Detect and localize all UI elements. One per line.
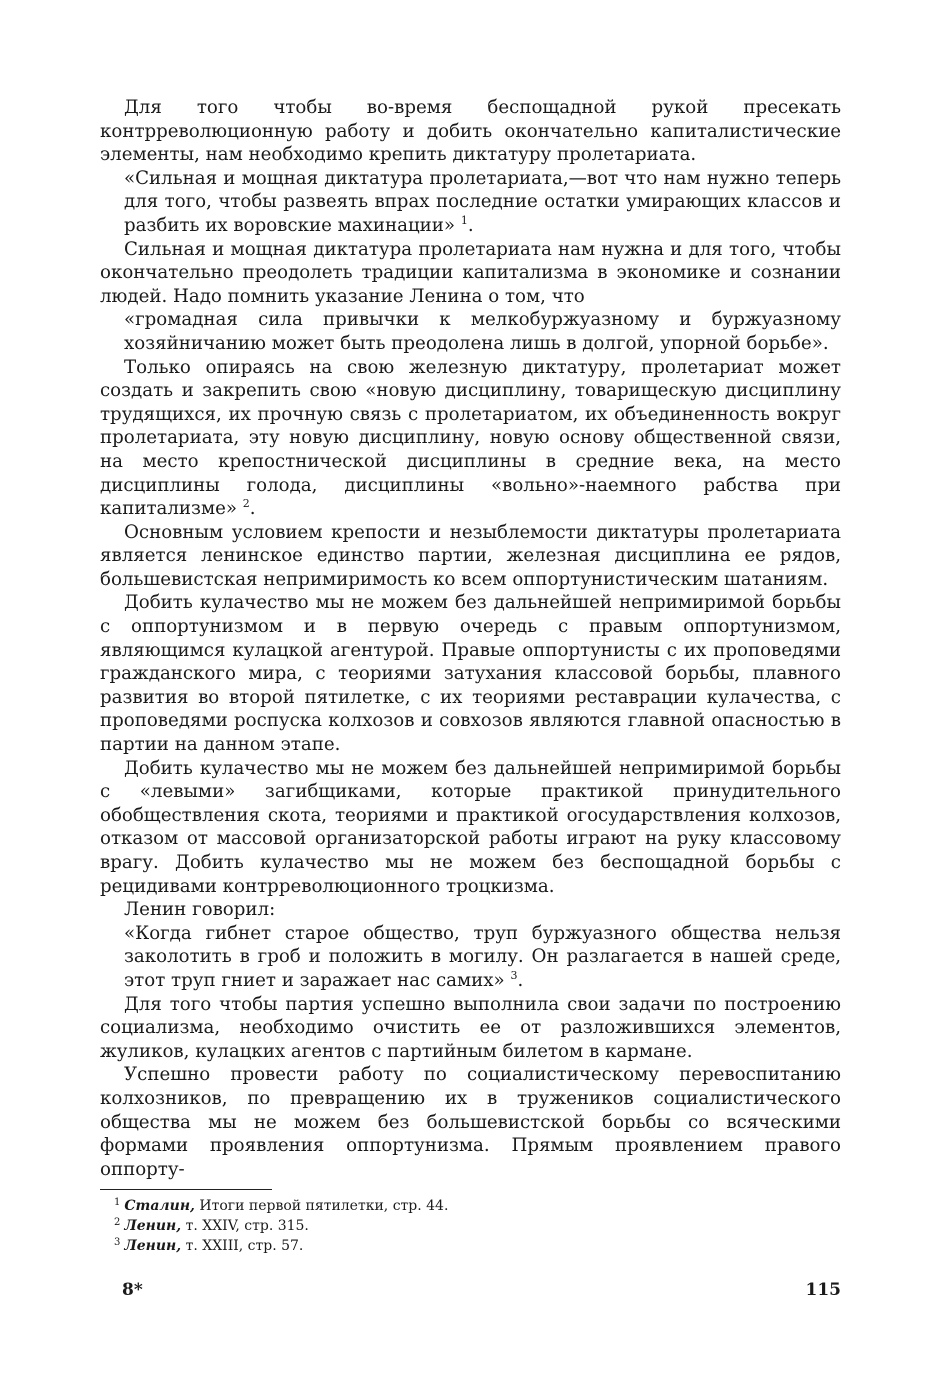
paragraph-text: «Сильная и мощная диктатура пролетариата,—вот что нам нужно теперь для того, чтобы развеять впрах последние остатки умирающих классов и разбить их воровские махинации»	[124, 167, 841, 236]
page-number: 115	[805, 1280, 841, 1300]
quotation	[124, 308, 841, 355]
footnote-number: 1	[114, 1196, 121, 1208]
footnote-source: т. XXIV, стр. 315.	[185, 1218, 309, 1235]
paragraph	[100, 1063, 841, 1181]
paragraph	[100, 757, 841, 899]
footnotes	[100, 1196, 841, 1256]
main-text	[100, 96, 841, 1181]
paragraph-text: «громадная сила привычки к мелкобуржуазному и буржуазному хозяйничанию может быть преодолена лишь в долгой, упорной борьбе».	[124, 309, 841, 354]
paragraph-text: Основным условием крепости и незыблемости диктатуры пролетариата является ленинское единство партии, железная дисциплина ее рядов, большевистская непримиримость ко всем оппортунистическим шатаниям.	[100, 521, 841, 590]
paragraph: Только опираясь на свою железную диктатуру, пролетариат может создать и закрепить свою «новую дисциплину, товарищескую дисциплину трудящихся, их прочную связь с пролетариатом, их объединенность вокруг пролетариата, эту новую дисциплину, новую основу общественной связи, на место крепостнической дисциплины в средние века, на место дисциплины голода, дисциплины «вольно»-наемного рабства при капитализме» $^2$.	[100, 356, 841, 520]
footnote	[114, 1196, 841, 1216]
signature-mark: 8*	[122, 1280, 143, 1300]
paragraph-text: Добить кулачество мы не можем без дальнейшей непримиримой борьбы с «левыми» загибщиками, которые практикой принудительного обобществления скота, теориями и практикой огосударствления колхозов, отказом от массовой организаторской работы играют на руку классовому врагу. Добить кулачество мы не можем без беспощадной борьбы с рецидивами контрреволюционного троцкизма.	[100, 757, 841, 897]
paragraph-text: «Когда гибнет старое общество, труп буржуазного общества нельзя заколотить в гроб и положить в могилу. Он разлагается в нашей среде, этот труп гниет и заражает нас самих»	[124, 922, 841, 991]
footnote-rule	[100, 1189, 272, 1190]
quotation: «Когда гибнет старое общество, труп буржуазного общества нельзя заколотить в гроб и положить в могилу. Он разлагается в нашей среде, этот труп гниет и заражает нас самих» $^3$.	[124, 922, 841, 991]
footnote-reference[interactable]: 2	[242, 497, 250, 511]
footnote-reference[interactable]: 1	[460, 213, 468, 227]
paragraph	[100, 898, 841, 922]
paragraph	[100, 993, 841, 1064]
paragraph	[100, 96, 841, 167]
footnote-author: Сталин,	[124, 1198, 195, 1215]
footnote-source: т. XXIII, стр. 57.	[185, 1238, 304, 1255]
paragraph-text: Добить кулачество мы не можем без дальнейшей непримиримой борьбы с оппортунизмом и в первую очередь с правым оппортунизмом, являющимся кулацкой агентурой. Правые оппортунисты с их проповедями гражданского мира, с теориями затухания классовой борьбы, плавного развития во второй пятилетке, с их теориями реставрации кулачества, с проповедями роспуска колхозов и совхозов являются главной опасностью в партии на данном этапе.	[100, 592, 841, 756]
footnote-number: 2	[114, 1216, 121, 1228]
paragraph-text: Ленин говорил:	[124, 899, 276, 921]
footnote-source: Итоги первой пятилетки, стр. 44.	[199, 1198, 449, 1215]
paragraph-text: Сильная и мощная диктатура пролетариата нам нужна и для того, чтобы окончательно преодолеть традиции капитализма в экономике и сознании людей. Надо помнить указание Ленина о том, что	[100, 238, 841, 307]
footnote-reference[interactable]: 3	[510, 968, 518, 982]
footnote	[114, 1216, 841, 1236]
paragraph-text: Успешно провести работу по социалистическому перевоспитанию колхозников, по превращению их в тружеников социалистического общества мы не можем без большевистской борьбы со всяческими формами проявления оппортунизма. Прямым проявлением правого оппорту-	[100, 1064, 841, 1180]
paragraph	[100, 238, 841, 309]
quotation: «Сильная и мощная диктатура пролетариата,—вот что нам нужно теперь для того, чтобы развеять впрах последние остатки умирающих классов и разбить их воровские махинации» $^1$.	[124, 167, 841, 236]
paragraph-text: Для того чтобы во-время беспощадной рукой пресекать контрреволюционную работу и добить окончательно капиталистические элементы, нам необходимо крепить диктатуру пролетариата.	[100, 97, 841, 166]
paragraph-text: Для того чтобы партия успешно выполнила свои задачи по построению социализма, необходимо очистить ее от разложившихся элементов, жуликов, кулацких агентов с партийным билетом в кармане.	[100, 993, 841, 1062]
footnote-author: Ленин,	[124, 1218, 182, 1235]
footnote	[114, 1236, 841, 1256]
footnote-author: Ленин,	[124, 1238, 182, 1255]
paragraph	[100, 591, 841, 756]
footnote-number: 3	[114, 1236, 121, 1248]
paragraph-text: Только опираясь на свою железную диктатуру, пролетариат может создать и закрепить свою «новую дисциплину, товарищескую дисциплину трудящихся, их прочную связь с пролетариатом, их объединенность вокруг пролетариата, эту новую дисциплину, новую основу общественной связи, на место крепостнической дисциплины в средние века, на место дисциплины голода, дисциплины «вольно»-наемного рабства при капитализме»	[100, 356, 841, 520]
paragraph	[100, 521, 841, 592]
